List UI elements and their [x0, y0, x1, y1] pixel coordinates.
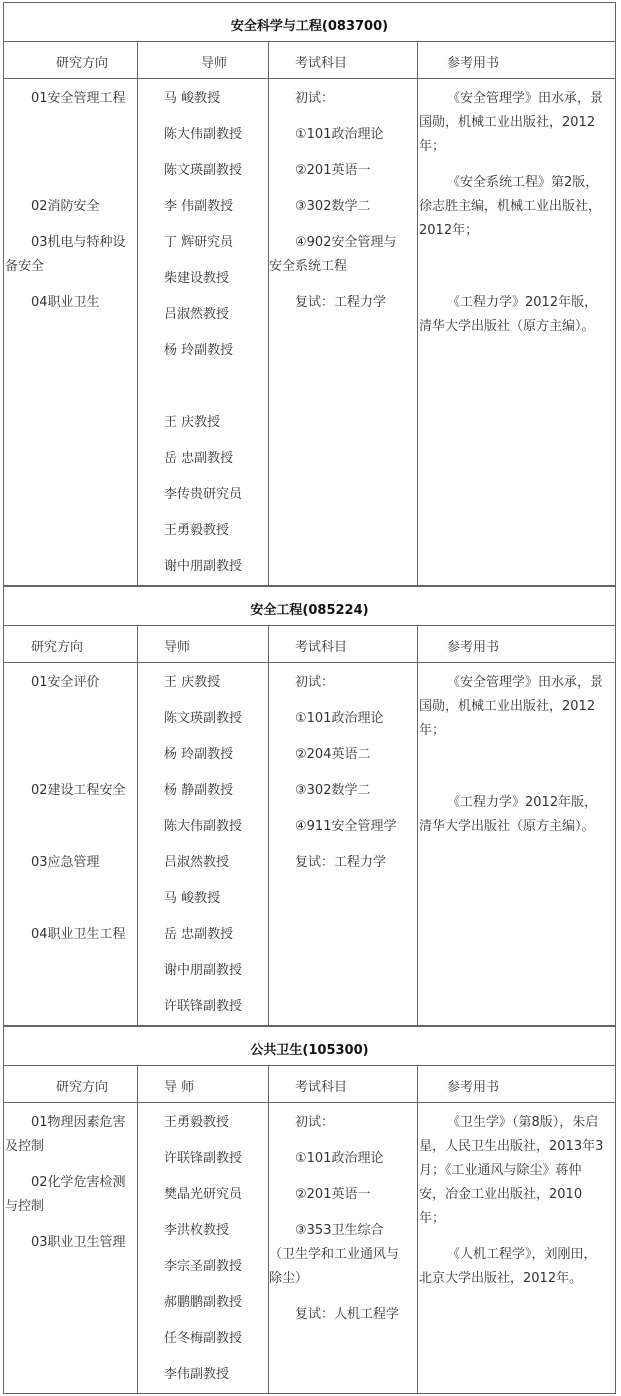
tutor-item: 李伟副教授	[164, 1367, 230, 1382]
tutor-item: 马 峻教授	[164, 891, 221, 906]
direction-item: 01安全管理工程	[31, 91, 126, 106]
divider	[4, 78, 615, 79]
direction-item: 备安全	[5, 259, 45, 274]
divider	[268, 41, 269, 586]
book-line: 国勋，机械工业出版社，2012	[419, 699, 596, 714]
book-line: 徐志胜主编，机械工业出版社，	[419, 199, 602, 214]
direction-item: 03机电与特种设	[31, 235, 126, 250]
direction-item: 04职业卫生	[31, 295, 100, 310]
tutor-item: 马 峻教授	[164, 91, 221, 106]
divider	[4, 625, 615, 626]
divider	[268, 1065, 269, 1394]
direction-item: 01安全评价	[31, 675, 100, 690]
tutor-item: 王勇毅教授	[164, 1115, 230, 1130]
header-books: 参考用书	[447, 640, 500, 655]
tutor-item: 谢中朋副教授	[164, 559, 243, 574]
direction-item: 与控制	[5, 1199, 45, 1214]
divider	[137, 1065, 138, 1394]
book-line: 2012年；	[419, 223, 479, 238]
section-safety-science-engineering	[3, 2, 616, 586]
exam-item: ①101政治理论	[295, 127, 384, 142]
tutor-item: 王 庆教授	[164, 675, 221, 690]
divider	[4, 1065, 615, 1066]
tutor-item: 王 庆教授	[164, 415, 221, 430]
book-line: 《安全管理学》田水承，景	[447, 91, 604, 106]
exam-item: 除尘）	[269, 1271, 309, 1286]
book-line: 《工程力学》2012年版，	[447, 795, 598, 810]
exam-item: ③302数学二	[295, 199, 371, 214]
header-direction: 研究方向	[31, 640, 84, 655]
divider	[417, 41, 418, 586]
exam-item: ③353卫生综合	[295, 1223, 384, 1238]
tutor-item: 陈文瑛副教授	[164, 163, 243, 178]
header-tutor: 导师	[201, 56, 228, 71]
divider	[417, 1065, 418, 1394]
divider	[137, 41, 138, 586]
tutor-item: 陈大伟副教授	[164, 127, 243, 142]
exam-item: 安全系统工程	[269, 259, 348, 274]
book-line: 《安全管理学》田水承，景	[447, 675, 604, 690]
exam-item: 初试：	[295, 1115, 335, 1130]
exam-item: 初试：	[295, 675, 335, 690]
section-safety-engineering	[3, 586, 616, 1026]
exam-item: ②201英语一	[295, 163, 371, 178]
section-title: 公共卫生(105300)	[250, 1043, 369, 1058]
book-line: 星，人民卫生出版社，2013年3	[419, 1139, 604, 1154]
book-line: 月；《工业通风与除尘》蒋仲	[419, 1163, 582, 1178]
direction-item: 04职业卫生工程	[31, 927, 126, 942]
divider	[137, 625, 138, 1026]
tutor-item: 许联锋副教授	[164, 1151, 243, 1166]
book-line: 年；	[419, 723, 446, 738]
exam-item: ②204英语二	[295, 747, 371, 762]
exam-item: 复试：人机工程学	[295, 1307, 400, 1322]
header-exam: 考试科目	[295, 1080, 348, 1095]
book-line: 《卫生学》（第8版），朱启	[447, 1115, 599, 1130]
header-exam: 考试科目	[295, 640, 348, 655]
direction-item: 03职业卫生管理	[31, 1235, 126, 1250]
exam-item: ④911安全管理学	[295, 819, 397, 834]
header-direction: 研究方向	[56, 56, 109, 71]
book-line: 北京大学出版社，2012年。	[419, 1271, 583, 1286]
exam-item: 复试：工程力学	[295, 855, 387, 870]
tutor-item: 樊晶光研究员	[164, 1187, 243, 1202]
section-public-health	[3, 1026, 616, 1394]
tutor-item: 李 伟副教授	[164, 199, 234, 214]
exam-item: ①101政治理论	[295, 711, 384, 726]
book-line: 清华大学出版社（原方主编）。	[419, 319, 595, 334]
header-books: 参考用书	[447, 1080, 500, 1095]
tutor-item: 杨 玲副教授	[164, 747, 234, 762]
exam-item: 复试：工程力学	[295, 295, 387, 310]
tutor-item: 谢中朋副教授	[164, 963, 243, 978]
header-books: 参考用书	[447, 56, 500, 71]
direction-item: 02消防安全	[31, 199, 100, 214]
header-tutor: 导师	[164, 640, 191, 655]
divider	[417, 625, 418, 1026]
direction-item: 03应急管理	[31, 855, 100, 870]
section-title: 安全科学与工程(083700)	[230, 19, 389, 34]
direction-item: 02化学危害检测	[31, 1175, 126, 1190]
tutor-item: 郝鹏鹏副教授	[164, 1295, 243, 1310]
divider	[4, 1102, 615, 1103]
tutor-item: 任冬梅副教授	[164, 1331, 243, 1346]
tutor-item: 吕淑然教授	[164, 307, 230, 322]
tutor-item: 陈文瑛副教授	[164, 711, 243, 726]
book-line: 清华大学出版社（原方主编）。	[419, 819, 595, 834]
divider	[268, 625, 269, 1026]
tutor-item: 岳 忠副教授	[164, 451, 234, 466]
exam-item: ②201英语一	[295, 1187, 371, 1202]
exam-item: ③302数学二	[295, 783, 371, 798]
book-line: 《工程力学》2012年版，	[447, 295, 598, 310]
book-line: 年；	[419, 1211, 446, 1226]
divider	[4, 41, 615, 42]
tutor-item: 许联锋副教授	[164, 999, 243, 1014]
book-line: 《人机工程学》，刘刚田，	[447, 1247, 597, 1262]
tutor-item: 陈大伟副教授	[164, 819, 243, 834]
section-title: 安全工程(085224)	[250, 603, 369, 618]
direction-item: 01物理因素危害	[31, 1115, 126, 1130]
tutor-item: 杨 静副教授	[164, 783, 234, 798]
tutor-item: 杨 玲副教授	[164, 343, 234, 358]
header-direction: 研究方向	[56, 1080, 109, 1095]
divider	[4, 662, 615, 663]
tutor-item: 丁 辉研究员	[164, 235, 234, 250]
tutor-item: 柴建设教授	[164, 271, 230, 286]
exam-item: 初试：	[295, 91, 335, 106]
book-line: 《安全系统工程》第2版，	[447, 175, 599, 190]
tutor-item: 李洪枚教授	[164, 1223, 230, 1238]
exam-item: ④902安全管理与	[295, 235, 397, 250]
header-exam: 考试科目	[295, 56, 348, 71]
header-tutor: 导 师	[164, 1080, 195, 1095]
tutor-item: 李宗圣副教授	[164, 1259, 243, 1274]
exam-item: （卫生学和工业通风与	[269, 1247, 400, 1262]
tutor-item: 王勇毅教授	[164, 523, 230, 538]
book-line: 安，冶金工业出版社，2010	[419, 1187, 583, 1202]
book-line: 国勋，机械工业出版社，2012	[419, 115, 596, 130]
exam-item: ①101政治理论	[295, 1151, 384, 1166]
direction-item: 及控制	[5, 1139, 45, 1154]
tutor-item: 岳 忠副教授	[164, 927, 234, 942]
tutor-item: 吕淑然教授	[164, 855, 230, 870]
book-line: 年；	[419, 139, 446, 154]
direction-item: 02建设工程安全	[31, 783, 126, 798]
tutor-item: 李传贵研究员	[164, 487, 243, 502]
